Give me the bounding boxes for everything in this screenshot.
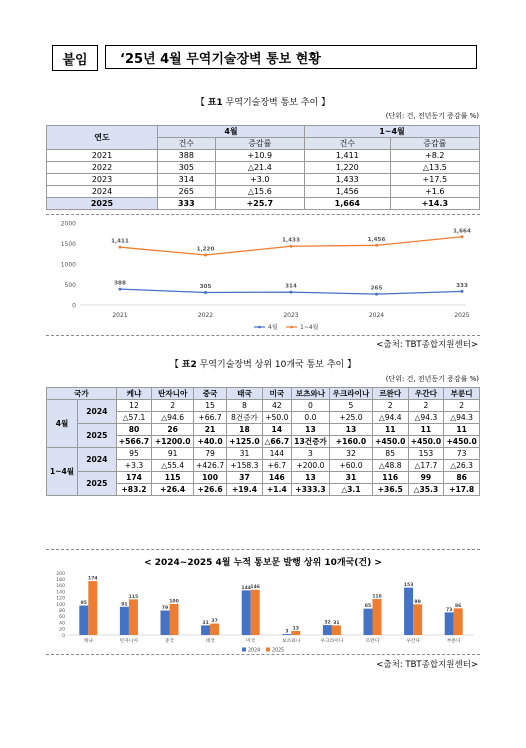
bar-label: 174 [88, 576, 98, 582]
bar-label: 115 [128, 594, 139, 600]
table-cell: 13 [291, 472, 329, 484]
table-cell: +1200.0 [152, 436, 194, 448]
data-point [461, 235, 464, 238]
caption-bracket-close: 】 [321, 98, 331, 108]
table-cell: +160.0 [330, 436, 373, 448]
table2-caption-text: 무역기술장벽 상위 10개국 통보 추이 [199, 360, 345, 370]
table-cell: +17.5 [390, 174, 479, 186]
table-cell: 21 [194, 424, 227, 436]
table-cell: 13 [291, 424, 329, 436]
y-tick-label: 500 [64, 282, 76, 289]
table-cell: 1,220 [304, 162, 390, 174]
bar-2024 [364, 609, 373, 635]
table-cell: 116 [372, 472, 408, 484]
table-cell: +158.3 [227, 460, 263, 472]
col-country-3: 태국 [227, 388, 263, 400]
table-cell: 1,433 [304, 174, 390, 186]
col-country-9: 부룬디 [444, 388, 480, 400]
table-cell: +566.7 [116, 436, 152, 448]
data-label: 388 [114, 280, 126, 287]
col-janapr: 1~4월 [304, 126, 479, 138]
data-point [119, 246, 122, 249]
bar-label: 95 [80, 601, 88, 607]
data-point [375, 244, 378, 247]
bar-2025 [454, 608, 463, 635]
bar-2024 [201, 625, 210, 635]
bar-2024 [323, 625, 332, 635]
bar-label: 31 [333, 620, 340, 626]
y-tick-label: 200 [56, 571, 65, 577]
period-label: 1~4월 [47, 448, 78, 496]
data-point [204, 253, 207, 256]
table-cell: 99 [408, 472, 444, 484]
table-cell: +17.8 [444, 484, 480, 496]
attachment-tag: 붙임 [52, 45, 98, 71]
table-cell: 305 [158, 162, 216, 174]
table-row [47, 472, 480, 484]
year-label: 2025 [78, 424, 117, 448]
table-cell: △66.7 [262, 436, 291, 448]
col-country-1: 탄자니아 [152, 388, 194, 400]
col-country-8: 우간다 [408, 388, 444, 400]
legend-swatch-1 [266, 648, 270, 652]
table-cell: 2 [152, 400, 194, 412]
table1-number: 표1 [207, 98, 223, 108]
table-cell: 333 [158, 198, 216, 210]
table-cell: +10.9 [215, 150, 304, 162]
y-tick-label: 0 [72, 302, 76, 310]
row-year: 2021 [47, 150, 158, 162]
table1-caption-text: 무역기술장벽 통보 추이 [225, 98, 319, 108]
y-tick-label: 1500 [60, 241, 76, 248]
year-label: 2024 [78, 400, 117, 424]
table-cell: 314 [158, 174, 216, 186]
period-label: 4월 [47, 400, 78, 448]
table-cell: △55.4 [152, 460, 194, 472]
table-row [47, 448, 480, 460]
bar-label: 37 [211, 619, 218, 625]
y-tick-label: 120 [56, 596, 65, 602]
y-tick-label: 1000 [60, 261, 76, 269]
table-cell: +19.4 [227, 484, 263, 496]
table-cell: 26 [152, 424, 194, 436]
caption-bracket-close: 】 [347, 360, 357, 370]
table-cell: 42 [262, 400, 291, 412]
table-cell: 265 [158, 186, 216, 198]
table-cell: +50.0 [262, 412, 291, 424]
x-tick-label: 케냐 [83, 639, 93, 644]
x-tick-label: 부룬디 [446, 639, 461, 644]
bar-label: 100 [169, 599, 179, 605]
table-cell: +333.3 [291, 484, 329, 496]
table-cell: 5 [330, 400, 373, 412]
y-tick-label: 160 [56, 584, 65, 590]
x-tick-label: 2025 [454, 312, 470, 319]
table-cell: 115 [152, 472, 194, 484]
x-tick-label: 탄자니아 [119, 639, 139, 644]
bar-label: 153 [403, 583, 414, 589]
table-cell: 14 [262, 424, 291, 436]
col-year: 연도 [47, 126, 158, 150]
table-cell: +26.4 [152, 484, 194, 496]
bar-2025 [251, 590, 260, 635]
x-tick-label: 중국 [164, 639, 175, 644]
table-cell: 18 [227, 424, 263, 436]
x-tick-label: 르완다 [365, 639, 380, 644]
table-cell: +3.0 [215, 174, 304, 186]
col-ja-count: 건수 [304, 138, 390, 150]
table-cell: +60.0 [330, 460, 373, 472]
table-row [47, 198, 480, 210]
row-year: 2022 [47, 162, 158, 174]
table-cell: 80 [116, 424, 152, 436]
bar-2025 [210, 624, 219, 635]
data-point [290, 291, 293, 294]
table-cell: 31 [227, 448, 263, 460]
table-cell: △57.1 [116, 412, 152, 424]
table-cell: +25.7 [215, 198, 304, 210]
table-cell: +200.0 [291, 460, 329, 472]
data-label: 314 [285, 283, 297, 290]
table-cell: △94.3 [444, 412, 480, 424]
x-tick-label: 2023 [283, 312, 299, 319]
bar-2025 [88, 581, 97, 635]
table-cell: 86 [444, 472, 480, 484]
bar-2024 [161, 611, 170, 635]
table-cell: 146 [262, 472, 291, 484]
table-cell: +26.6 [194, 484, 227, 496]
bar-label: 3 [285, 629, 289, 635]
year-label: 2025 [78, 472, 117, 496]
x-tick-label: 보츠와나 [282, 639, 301, 644]
table-cell: 2 [408, 400, 444, 412]
table-cell: 1,411 [304, 150, 390, 162]
table-row [47, 174, 480, 186]
bar-chart-title: < 2024~2025 4월 누적 통보문 발행 상위 10개국(건) > [144, 558, 382, 568]
table-cell: 13건증가 [291, 436, 329, 448]
line-chart [46, 214, 480, 336]
data-label: 1,220 [196, 246, 215, 253]
col-country-5: 보츠와나 [291, 388, 329, 400]
legend-marker-1 [290, 326, 293, 329]
bar-label: 79 [161, 606, 169, 612]
table-cell: 1,664 [304, 198, 390, 210]
legend-label-1: 1~4월 [300, 324, 319, 332]
y-tick-label: 180 [56, 578, 65, 583]
table-cell: 73 [444, 448, 480, 460]
legend-swatch-0 [242, 648, 246, 652]
table-cell: +6.7 [262, 460, 291, 472]
table-header-row [47, 388, 480, 400]
table-cell: +66.7 [194, 412, 227, 424]
caption-bracket-open: 【 [169, 360, 179, 370]
x-tick-label: 2024 [368, 312, 385, 319]
x-tick-label: 2022 [197, 312, 214, 319]
y-tick-label: 140 [56, 590, 65, 596]
table-cell: 144 [262, 448, 291, 460]
page-title: ‘25년 4월 무역기술장벽 통보 현황 [105, 45, 477, 69]
table-cell: 31 [330, 472, 373, 484]
row-year: 2023 [47, 174, 158, 186]
table-cell: +1.6 [390, 186, 479, 198]
table-cell: +125.0 [227, 436, 263, 448]
y-tick-label: 80 [59, 609, 65, 614]
table-cell: 2 [372, 400, 408, 412]
table-cell: 11 [408, 424, 444, 436]
table-cell: △3.1 [330, 484, 373, 496]
bar-2025 [373, 599, 382, 635]
row-year: 2024 [47, 186, 158, 198]
data-point [461, 290, 464, 293]
table-row [47, 400, 480, 412]
col-ja-rate: 증감률 [390, 138, 479, 150]
data-label: 1,433 [282, 237, 300, 244]
table-cell: 15 [194, 400, 227, 412]
bar-label: 32 [324, 620, 331, 626]
table-cell: +8.2 [390, 150, 479, 162]
data-point [119, 288, 122, 291]
table-cell: 1,456 [304, 186, 390, 198]
x-tick-label: 우간다 [406, 639, 421, 644]
bar-2024 [404, 588, 413, 635]
bar-2024 [445, 612, 454, 635]
table-cell: 2 [444, 400, 480, 412]
bar-label: 31 [202, 620, 209, 626]
bar-2025 [332, 625, 341, 635]
y-tick-label: 40 [59, 621, 65, 627]
table-cell: 12 [116, 400, 152, 412]
x-tick-label: 2021 [112, 312, 128, 319]
table-cell: △35.3 [408, 484, 444, 496]
legend-label-0: 4월 [268, 324, 278, 332]
table-cell: +1.4 [262, 484, 291, 496]
bar-label: 91 [121, 602, 128, 608]
col-apr-rate: 증감률 [215, 138, 304, 150]
table-cell: △94.4 [372, 412, 408, 424]
table-cell: 37 [227, 472, 263, 484]
bar-label: 146 [250, 585, 260, 591]
table-cell: +450.0 [444, 436, 480, 448]
table2-unit: (단위: 건, 전년동기 증감률 %) [385, 375, 479, 383]
table-row [47, 424, 480, 436]
legend-label-0: 2024 [248, 648, 261, 653]
table-cell: +450.0 [372, 436, 408, 448]
table-cell: 11 [372, 424, 408, 436]
data-label: 265 [370, 285, 383, 292]
table-cell: 91 [152, 448, 194, 460]
bar-label: 144 [241, 585, 251, 591]
table-cell: 3 [291, 448, 329, 460]
table-cell: +450.0 [408, 436, 444, 448]
bar-2024 [120, 607, 129, 635]
col-country-4: 미국 [262, 388, 291, 400]
bar-2024 [79, 606, 88, 635]
table-cell: 8건증가 [227, 412, 263, 424]
table-cell: 174 [116, 472, 152, 484]
x-tick-label: 태국 [205, 639, 215, 644]
col-country-2: 중국 [194, 388, 227, 400]
y-tick-label: 60 [59, 615, 65, 621]
table-row [47, 150, 480, 162]
table-cell: 153 [408, 448, 444, 460]
table-cell: 100 [194, 472, 227, 484]
table1 [46, 125, 480, 210]
bar-2025 [170, 604, 179, 635]
y-tick-label: 100 [56, 602, 65, 608]
bar-label: 73 [445, 607, 453, 613]
table1-unit: (단위: 건, 전년동기 증감률 %) [385, 112, 479, 120]
bar-label: 85 [364, 604, 372, 610]
col-apr: 4월 [158, 126, 305, 138]
table-cell: 13 [330, 424, 373, 436]
col-country-6: 우크라이나 [330, 388, 373, 400]
y-tick-label: 0 [62, 633, 65, 639]
bar-2025 [291, 631, 300, 635]
table-cell: +36.5 [372, 484, 408, 496]
col-country-0: 케냐 [116, 388, 152, 400]
table-cell: 11 [444, 424, 480, 436]
data-point [290, 245, 293, 248]
table-cell: +40.0 [194, 436, 227, 448]
data-label: 305 [199, 283, 212, 290]
table-cell: △17.7 [408, 460, 444, 472]
table-cell: 388 [158, 150, 216, 162]
y-tick-label: 2000 [60, 220, 76, 228]
table-cell: 32 [330, 448, 373, 460]
data-label: 1,664 [453, 228, 471, 235]
table-cell: +426.7 [194, 460, 227, 472]
table-cell: △15.6 [215, 186, 304, 198]
data-point [375, 293, 378, 296]
col-country-7: 르완다 [372, 388, 408, 400]
bar-label: 99 [414, 599, 421, 605]
table-cell: 0.0 [291, 412, 329, 424]
table-cell: 95 [116, 448, 152, 460]
data-label: 333 [456, 282, 468, 289]
table-cell: 79 [194, 448, 227, 460]
bar-2025 [413, 604, 422, 635]
y-tick-label: 20 [59, 627, 65, 633]
legend-label-1: 2025 [272, 648, 285, 653]
bar-2024 [242, 590, 251, 635]
table2-caption [0, 357, 526, 370]
table-row [47, 186, 480, 198]
data-label: 1,411 [111, 238, 129, 245]
caption-bracket-open: 【 [195, 98, 205, 108]
bar-chart [46, 567, 480, 653]
x-tick-label: 미국 [246, 639, 256, 644]
row-year: 2025 [47, 198, 158, 210]
table-cell: +25.0 [330, 412, 373, 424]
col-country: 국가 [47, 388, 117, 400]
table2-number: 표2 [181, 360, 197, 370]
x-tick-label: 우크라이나 [320, 639, 344, 644]
table2 [46, 387, 480, 496]
bar-label: 13 [292, 626, 300, 632]
table-cell: +14.3 [390, 198, 479, 210]
table-cell: △21.4 [215, 162, 304, 174]
source-2: <출처: TBT종합지원센터> [376, 660, 478, 670]
bar-2025 [129, 599, 138, 635]
table-cell: △48.8 [372, 460, 408, 472]
table-cell: 85 [372, 448, 408, 460]
source-1: <출처: TBT종합지원센터> [376, 340, 478, 350]
table-cell: 8 [227, 400, 263, 412]
table-cell: △26.3 [444, 460, 480, 472]
bar-label: 86 [454, 603, 462, 609]
table-row [47, 162, 480, 174]
legend-marker-0 [258, 326, 261, 329]
table-cell: +83.2 [116, 484, 152, 496]
table-cell: +3.3 [116, 460, 152, 472]
table-cell: △13.5 [390, 162, 479, 174]
year-label: 2024 [78, 448, 117, 472]
table1-caption [0, 95, 526, 108]
col-apr-count: 건수 [158, 138, 216, 150]
table-cell: 0 [291, 400, 329, 412]
table-cell: △94.6 [152, 412, 194, 424]
data-label: 1,456 [367, 236, 386, 243]
table-cell: △94.3 [408, 412, 444, 424]
bar-label: 116 [372, 594, 382, 600]
data-point [204, 291, 207, 294]
